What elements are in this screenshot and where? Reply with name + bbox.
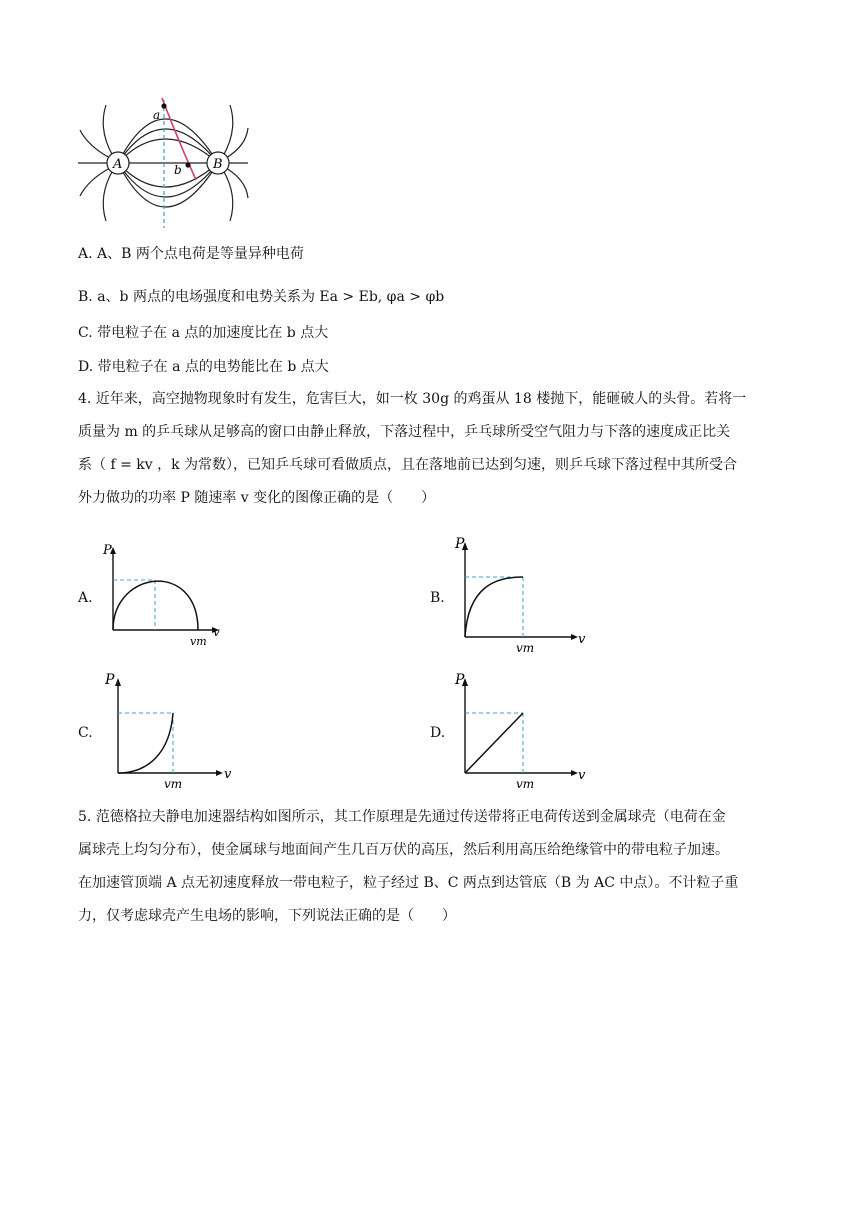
question-4 (78, 383, 782, 515)
q3-option-d: D. 带电粒子在 a 点的电势能比在 b 点大 (78, 359, 329, 375)
graph-a-option-label: A. (78, 590, 93, 606)
q4-line: 系（ f = kv ，k 为常数），已知乒乓球可看做质点，且在落地前已达到匀速，则乒乓球下落过程中其所受合 (78, 457, 738, 473)
graph-a-vm: vm (190, 635, 207, 648)
graph-b-vm: vm (516, 641, 535, 655)
graph-d (450, 668, 600, 796)
question-5 (78, 801, 782, 933)
graph-a (98, 540, 228, 655)
graph-c-ylabel: P (105, 672, 115, 688)
q5-line: 属球壳上均匀分布），使金属球与地面间产生几百万伏的高压，然后利用高压给绝缘管中的带电粒子加速。 (78, 842, 729, 858)
q3-option-c: C. 带电粒子在 a 点的加速度比在 b 点大 (78, 325, 329, 341)
graph-b (450, 532, 600, 660)
electric-field-figure (78, 80, 253, 230)
q4-line: 外力做功的功率 P 随速率 v 变化的图像正确的是（ ） (78, 490, 436, 506)
charge-B-label: B (213, 157, 223, 172)
q3-option-a: A. A、B 两个点电荷是等量异种电荷 (78, 246, 304, 262)
graph-d-xlabel: v (578, 768, 586, 783)
graph-b-xlabel: v (578, 632, 586, 647)
q4-line: 4. 近年来，高空抛物现象时有发生，危害巨大，如一枚 30g 的鸡蛋从 18 楼抛下，能砸破人的头骨。若将一 (78, 391, 747, 407)
graph-d-ylabel: P (455, 672, 465, 688)
point-a-label: a (153, 108, 161, 122)
q5-line: 在加速管顶端 A 点无初速度释放一带电粒子，粒子经过 B、C 两点到达管底（B 为 AC 中点）。不计粒子重 (78, 875, 739, 891)
graph-d-option-label: D. (430, 725, 446, 741)
graph-a-ylabel: P (103, 543, 112, 558)
graph-d-vm: vm (516, 777, 535, 791)
q3-option-b: B. a、b 两点的电场强度和电势关系为 Ea > Eb, φa > φb (78, 289, 445, 305)
charge-A-label: A (113, 157, 123, 172)
graph-c-xlabel: v (224, 767, 232, 782)
q5-line: 5. 范德格拉夫静电加速器结构如图所示，其工作原理是先通过传送带将正电荷传送到金属球壳（电荷在金 (78, 809, 726, 825)
q4-line: 质量为 m 的乒乓球从足够高的窗口由静止释放，下落过程中，乒乓球所受空气阻力与下落的速度成正比关 (78, 424, 731, 440)
graph-a-xlabel: v (213, 625, 220, 639)
point-b-label: b (174, 163, 182, 177)
graph-c (98, 668, 248, 796)
graph-c-option-label: C. (78, 725, 93, 741)
graph-c-vm: vm (164, 777, 183, 791)
q5-line: 力，仅考虑球壳产生电场的影响，下列说法正确的是（ ） (78, 908, 456, 924)
graph-b-option-label: B. (430, 590, 445, 606)
graph-b-ylabel: P (455, 536, 465, 552)
